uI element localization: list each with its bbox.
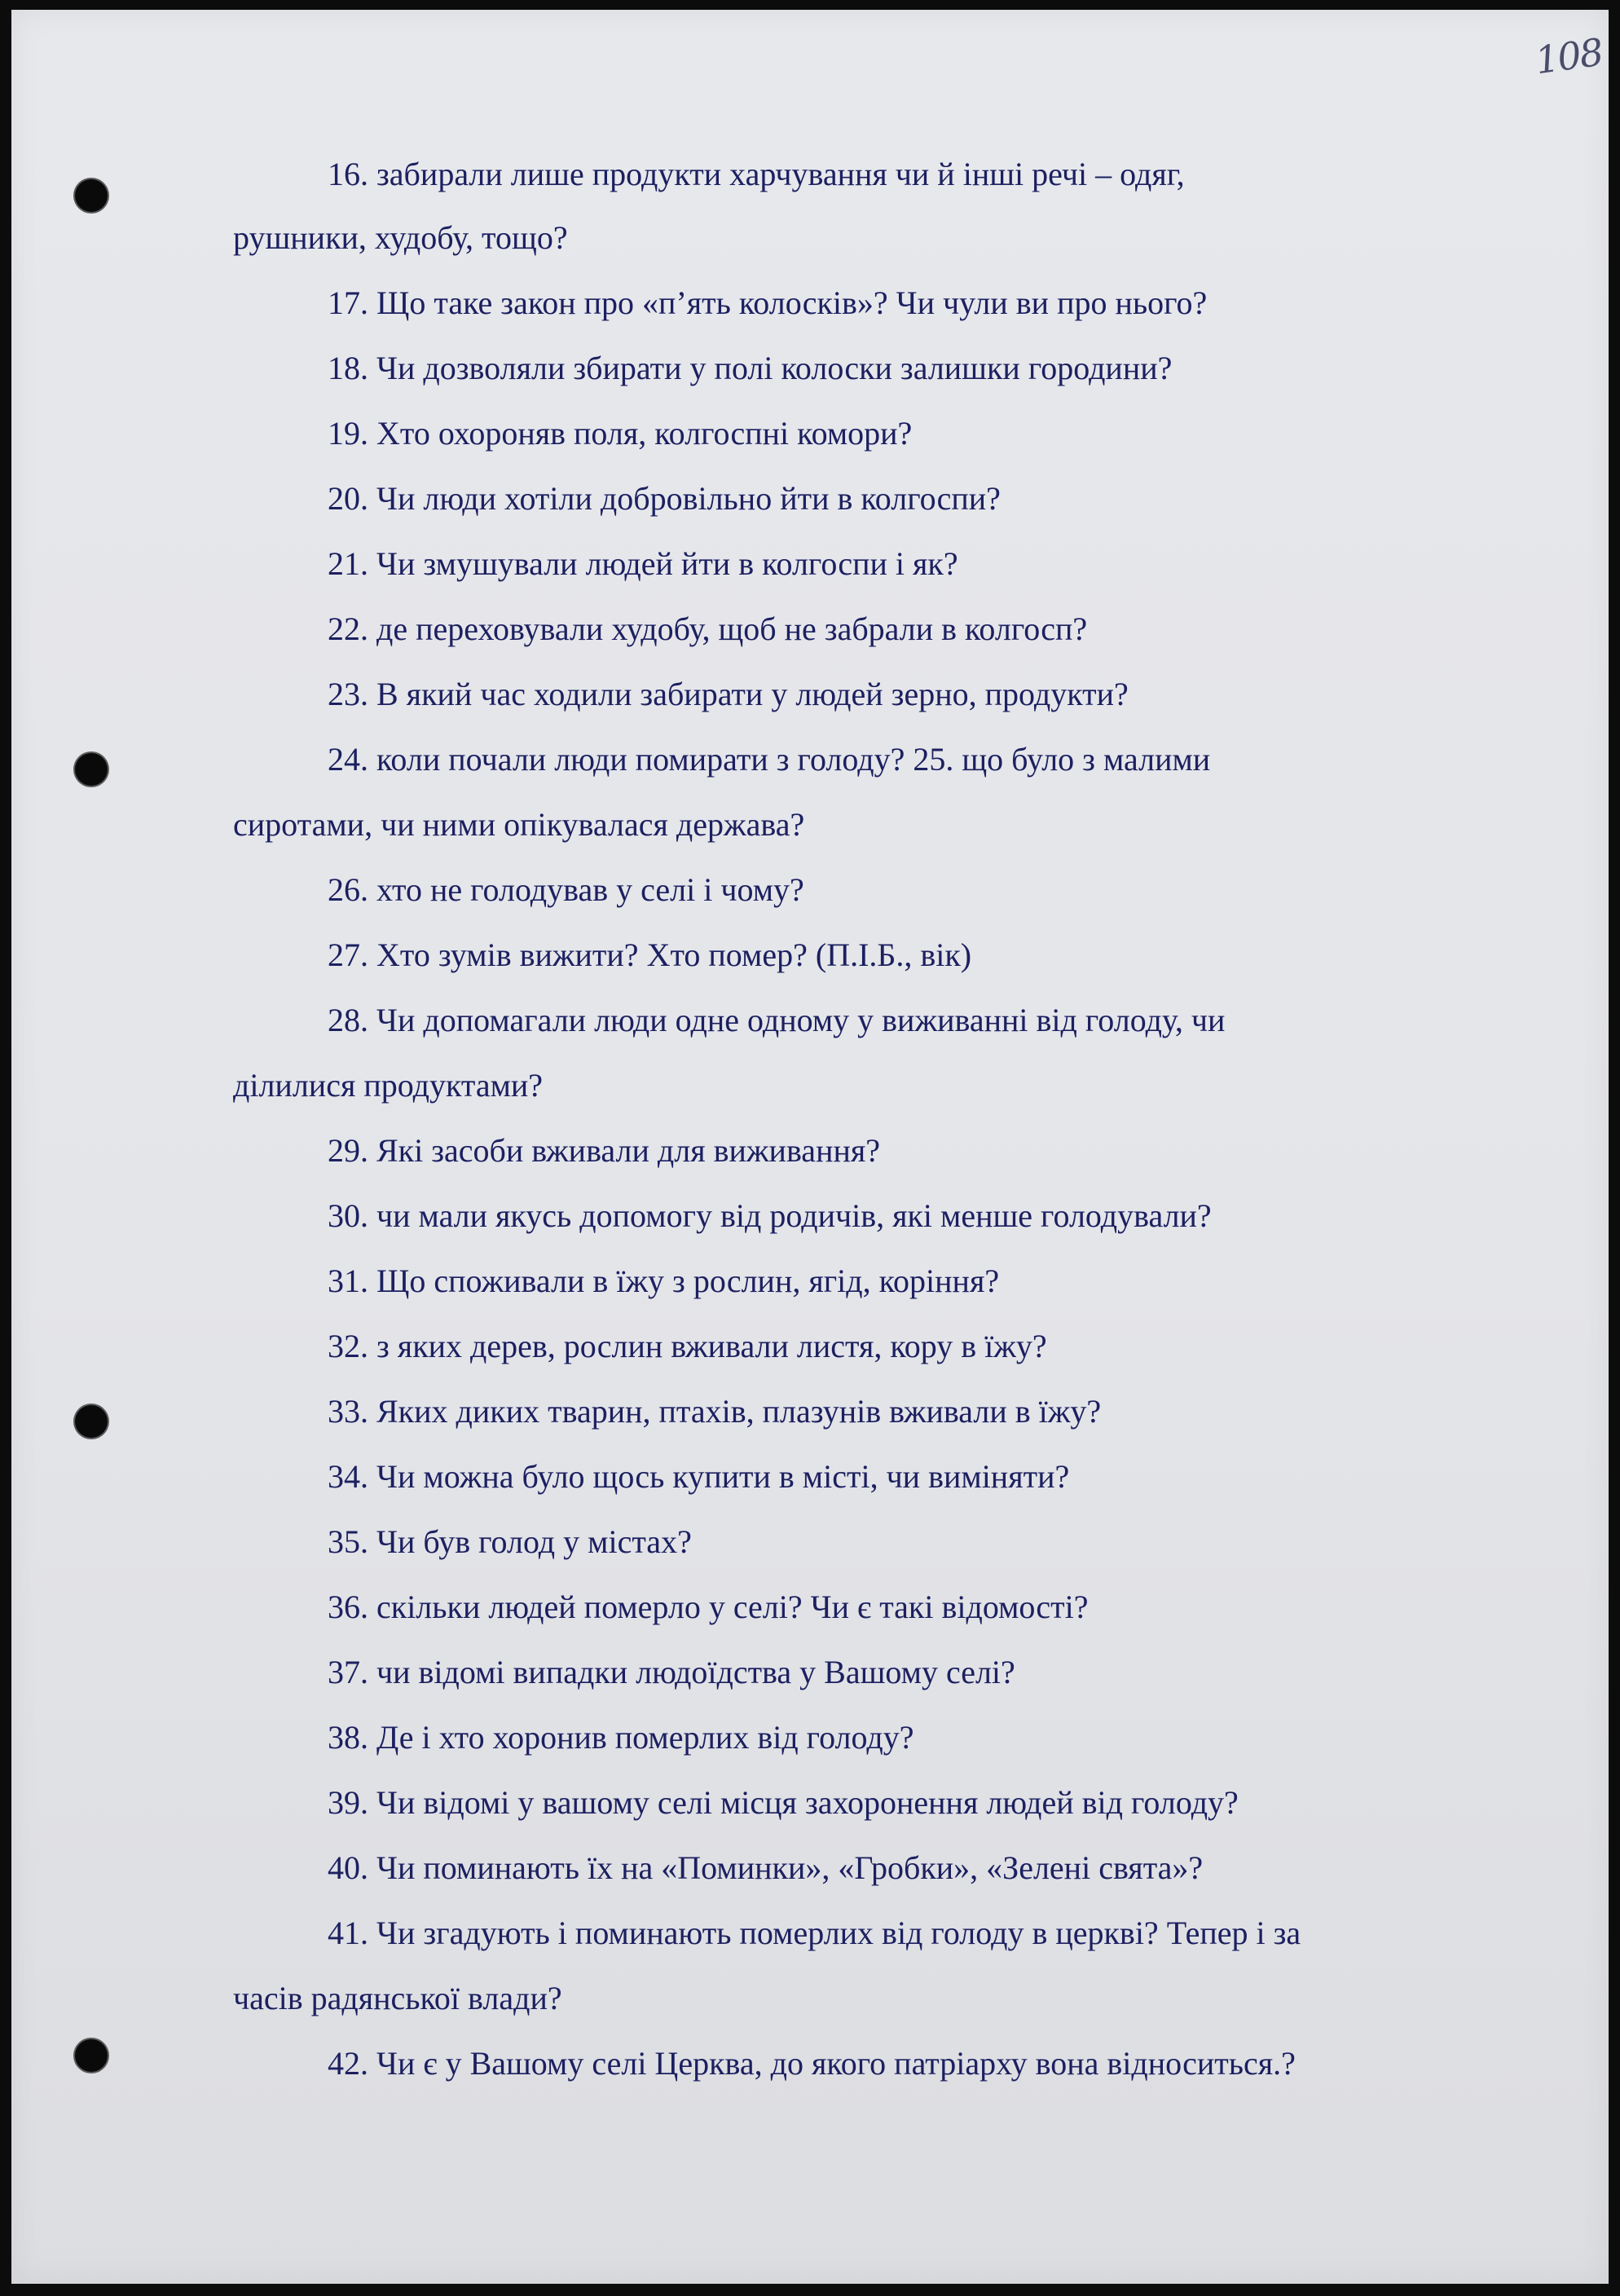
punch-hole [75,1405,108,1438]
page-number: 108 [1532,29,1605,83]
question-line: 37. чи відомі випадки людоїдства у Вашому селі? [328,1654,1015,1690]
question-line: 17. Що таке закон про «п’ять колосків»? Чи чули ви про нього? [328,284,1208,321]
question-line: 24. коли почали люди помирати з голоду? 25. що було з малими [328,741,1211,778]
question-line: 18. Чи дозволяли збирати у полі колоски залишки городини? [328,350,1173,386]
question-line: 33. Яких диких тварин, птахів, плазунів вживали в їжу? [328,1393,1102,1430]
question-line: 32. з яких дерев, рослин вживали листя, кору в їжу? [328,1328,1047,1364]
question-line: 21. Чи змушували людей йти в колгоспи і як? [328,545,958,582]
question-line: сиротами, чи ними опікувалася держава? [233,806,805,843]
question-line: 30. чи мали якусь допомогу від родичів, які менше голодували? [328,1197,1212,1234]
question-line: 38. Де і хто хоронив померлих від голоду? [328,1719,914,1756]
question-line: 40. Чи поминають їх на «Поминки», «Гробки», «Зелені свята»? [328,1849,1204,1886]
question-line: 28. Чи допомагали люди одне одному у виживанні від голоду, чи [328,1002,1226,1038]
question-line: 41. Чи згадують і поминають померлих від голоду в церкві? Тепер і за [328,1915,1301,1951]
question-line: 35. Чи був голод у містах? [328,1523,692,1560]
question-line: часів радянської влади? [233,1980,562,2016]
document-page [11,10,1609,2284]
question-line: 20. Чи люди хотіли добровільно йти в колгоспи? [328,480,1001,517]
punch-hole [75,753,108,786]
question-line: 19. Хто охороняв поля, колгоспні комори? [328,415,913,452]
question-line: 26. хто не голодував у селі і чому? [328,871,804,908]
punch-hole [75,179,108,212]
question-line: 34. Чи можна було щось купити в місті, чи виміняти? [328,1458,1070,1495]
question-line: 31. Що споживали в їжу з рослин, ягід, коріння? [328,1263,1000,1299]
question-line: 27. Хто зумів вижити? Хто помер? (П.І.Б., вік) [328,936,972,973]
question-line: ділилися продуктами? [233,1067,544,1104]
question-line: 22. де переховували худобу, щоб не забрали в колгосп? [328,610,1088,647]
question-line: 36. скільки людей померло у селі? Чи є такі відомості? [328,1589,1089,1625]
question-line: 42. Чи є у Вашому селі Церква, до якого патріарху вона відноситься.? [328,2045,1296,2082]
question-line: рушники, худобу, тощо? [233,219,568,256]
question-line: 29. Які засоби вживали для виживання? [328,1132,881,1169]
question-line: 39. Чи відомі у вашому селі місця захоронення людей від голоду? [328,1784,1239,1821]
punch-hole [75,2039,108,2072]
question-line: 23. В який час ходили забирати у людей зерно, продукти? [328,676,1129,712]
question-line: 16. забирали лише продукти харчування чи й інші речі – одяг, [328,156,1185,192]
